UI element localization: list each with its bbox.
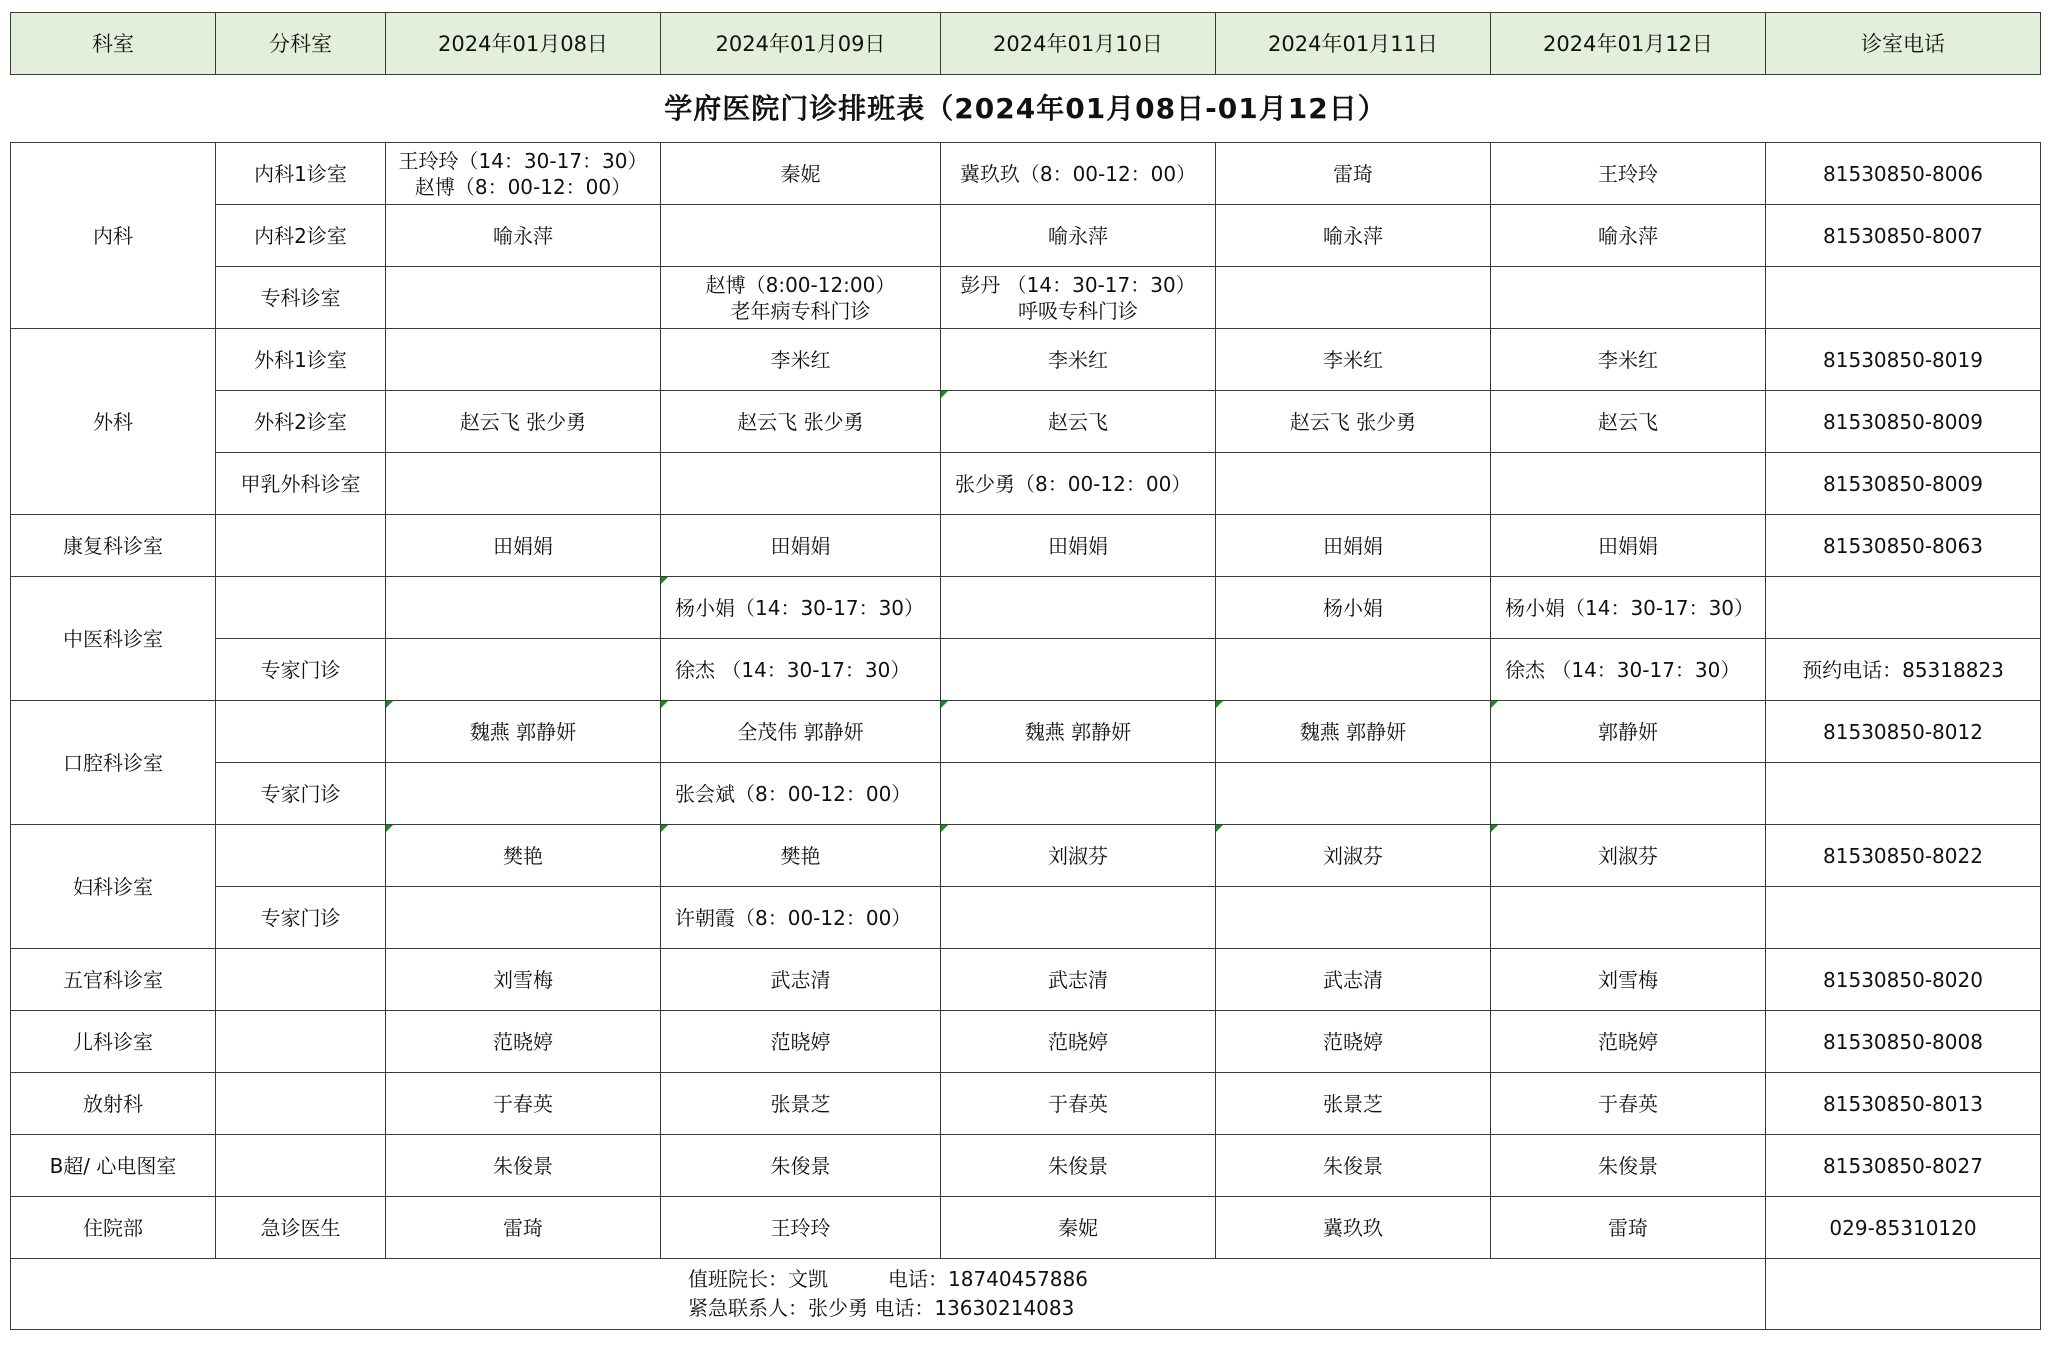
schedule-cell bbox=[661, 1073, 941, 1135]
schedule-cell bbox=[661, 391, 941, 453]
doctor-entry: 魏燕 郭静妍 bbox=[1024, 719, 1132, 744]
schedule-cell bbox=[1491, 763, 1766, 825]
doctor-entry: 李米红 bbox=[1598, 347, 1658, 372]
doctor-entry: 于春英 bbox=[1048, 1091, 1108, 1116]
doctor-entry: 范晓婷 bbox=[1048, 1029, 1108, 1054]
schedule-cell bbox=[941, 1135, 1216, 1197]
page-title: 学府医院门诊排班表（2024年01月08日-01月12日） bbox=[11, 75, 2041, 143]
doctor-entry: 李米红 bbox=[1048, 347, 1108, 372]
sub-department-cell: 专家门诊 bbox=[216, 763, 386, 825]
doctor-entry: 田娟娟 bbox=[1323, 533, 1383, 558]
schedule-cell bbox=[1491, 329, 1766, 391]
table-row bbox=[11, 391, 2041, 453]
doctor-entry: 全茂伟 郭静妍 bbox=[737, 719, 864, 744]
doctor-entry: 刘雪梅 bbox=[493, 967, 553, 992]
schedule-cell bbox=[941, 329, 1216, 391]
schedule-cell bbox=[941, 763, 1216, 825]
doctor-entry: 老年病专科门诊 bbox=[730, 298, 871, 323]
schedule-cell bbox=[1216, 1197, 1491, 1259]
phone-cell: 81530850-8013 bbox=[1766, 1073, 2041, 1135]
phone-cell: 81530850-8020 bbox=[1766, 949, 2041, 1011]
doctor-entry: 赵博（8:00-12:00） bbox=[705, 272, 896, 297]
schedule-cell bbox=[941, 515, 1216, 577]
doctor-entry: 许朝霞（8：00-12：00） bbox=[675, 905, 912, 930]
schedule-cell bbox=[941, 205, 1216, 267]
table-row bbox=[11, 1073, 2041, 1135]
schedule-cell bbox=[941, 1073, 1216, 1135]
department-cell: 放射科 bbox=[11, 1073, 216, 1135]
sub-department-cell: 专家门诊 bbox=[216, 887, 386, 949]
schedule-cell bbox=[1216, 391, 1491, 453]
schedule-cell bbox=[661, 329, 941, 391]
schedule-cell bbox=[386, 267, 661, 329]
department-cell: B超/ 心电图室 bbox=[11, 1135, 216, 1197]
doctor-entry: 田娟娟 bbox=[493, 533, 553, 558]
sub-department-cell: 外科1诊室 bbox=[216, 329, 386, 391]
doctor-entry: 赵云飞 张少勇 bbox=[1289, 409, 1417, 434]
doctor-entry: 于春英 bbox=[1598, 1091, 1658, 1116]
table-row bbox=[11, 1135, 2041, 1197]
department-cell: 康复科诊室 bbox=[11, 515, 216, 577]
schedule-cell bbox=[1491, 391, 1766, 453]
doctor-entry: 朱俊景 bbox=[1048, 1153, 1108, 1178]
schedule-table bbox=[10, 12, 2041, 1330]
doctor-entry: 刘淑芬 bbox=[1048, 843, 1108, 868]
doctor-entry: 张景芝 bbox=[770, 1091, 831, 1116]
sub-department-cell: 专科诊室 bbox=[216, 267, 386, 329]
doctor-entry: 王玲玲 bbox=[1598, 161, 1658, 186]
schedule-cell bbox=[1216, 205, 1491, 267]
schedule-cell bbox=[1491, 453, 1766, 515]
schedule-body bbox=[11, 143, 2041, 1259]
schedule-cell bbox=[1216, 825, 1491, 887]
header-day-5: 2024年01月12日 bbox=[1491, 13, 1766, 75]
phone-cell: 81530850-8006 bbox=[1766, 143, 2041, 205]
schedule-cell bbox=[1216, 1011, 1491, 1073]
table-row bbox=[11, 453, 2041, 515]
phone-cell: 81530850-8007 bbox=[1766, 205, 2041, 267]
table-row bbox=[11, 887, 2041, 949]
doctor-entry: 范晓婷 bbox=[1598, 1029, 1658, 1054]
schedule-cell bbox=[1491, 1135, 1766, 1197]
schedule-cell bbox=[1216, 1073, 1491, 1135]
table-row bbox=[11, 205, 2041, 267]
schedule-cell bbox=[661, 143, 941, 205]
schedule-cell bbox=[386, 329, 661, 391]
doctor-entry: 武志清 bbox=[1323, 967, 1383, 992]
sub-department-cell bbox=[216, 577, 386, 639]
schedule-cell bbox=[941, 949, 1216, 1011]
footer-empty-cell bbox=[1766, 1259, 2041, 1330]
table-row bbox=[11, 143, 2041, 205]
sub-department-cell: 专家门诊 bbox=[216, 639, 386, 701]
schedule-cell bbox=[386, 515, 661, 577]
phone-cell: 029-85310120 bbox=[1766, 1197, 2041, 1259]
schedule-cell bbox=[661, 453, 941, 515]
table-row bbox=[11, 763, 2041, 825]
schedule-cell bbox=[941, 887, 1216, 949]
schedule-cell bbox=[386, 1073, 661, 1135]
schedule-cell bbox=[1216, 887, 1491, 949]
table-row bbox=[11, 701, 2041, 763]
schedule-cell bbox=[386, 453, 661, 515]
doctor-entry: 魏燕 郭静妍 bbox=[1299, 719, 1407, 744]
department-cell: 五官科诊室 bbox=[11, 949, 216, 1011]
table-row bbox=[11, 329, 2041, 391]
doctor-entry: 范晓婷 bbox=[493, 1029, 553, 1054]
schedule-cell bbox=[661, 205, 941, 267]
schedule-cell bbox=[941, 825, 1216, 887]
schedule-cell bbox=[386, 887, 661, 949]
sub-department-cell bbox=[216, 825, 386, 887]
schedule-cell bbox=[386, 639, 661, 701]
doctor-entry: 郭静妍 bbox=[1598, 719, 1658, 744]
doctor-entry: 喻永萍 bbox=[1598, 223, 1658, 248]
sub-department-cell: 甲乳外科诊室 bbox=[216, 453, 386, 515]
schedule-cell bbox=[661, 639, 941, 701]
phone-cell bbox=[1766, 763, 2041, 825]
schedule-cell bbox=[1491, 515, 1766, 577]
schedule-cell bbox=[661, 1011, 941, 1073]
schedule-cell bbox=[1491, 205, 1766, 267]
phone-cell bbox=[1766, 267, 2041, 329]
sub-department-cell bbox=[216, 1011, 386, 1073]
schedule-cell bbox=[941, 267, 1216, 329]
header-day-3: 2024年01月10日 bbox=[941, 13, 1216, 75]
doctor-entry: 田娟娟 bbox=[1048, 533, 1108, 558]
sub-department-cell bbox=[216, 949, 386, 1011]
doctor-entry: 张景芝 bbox=[1323, 1091, 1383, 1116]
schedule-cell bbox=[941, 391, 1216, 453]
doctor-entry: 杨小娟（14：30-17：30） bbox=[675, 595, 925, 620]
schedule-cell bbox=[661, 515, 941, 577]
schedule-cell bbox=[386, 825, 661, 887]
department-cell: 口腔科诊室 bbox=[11, 701, 216, 825]
doctor-entry: 秦妮 bbox=[1058, 1215, 1098, 1240]
footer-duty-director: 值班院长：文凯 电话：18740457886 bbox=[688, 1267, 1088, 1291]
doctor-entry: 雷琦 bbox=[503, 1215, 543, 1240]
schedule-cell bbox=[941, 639, 1216, 701]
doctor-entry: 喻永萍 bbox=[493, 223, 553, 248]
schedule-cell bbox=[1491, 267, 1766, 329]
schedule-cell bbox=[1491, 639, 1766, 701]
schedule-cell bbox=[661, 887, 941, 949]
doctor-entry: 魏燕 郭静妍 bbox=[469, 719, 577, 744]
phone-cell bbox=[1766, 577, 2041, 639]
schedule-cell bbox=[661, 949, 941, 1011]
doctor-entry: 刘淑芬 bbox=[1323, 843, 1383, 868]
footer-row bbox=[11, 1259, 2041, 1330]
schedule-cell bbox=[1216, 701, 1491, 763]
phone-cell: 81530850-8019 bbox=[1766, 329, 2041, 391]
header-day-2: 2024年01月09日 bbox=[661, 13, 941, 75]
doctor-entry: 呼吸专科门诊 bbox=[1018, 298, 1138, 323]
table-row bbox=[11, 267, 2041, 329]
doctor-entry: 冀玖玖（8：00-12：00） bbox=[959, 161, 1197, 186]
doctor-entry: 朱俊景 bbox=[493, 1153, 553, 1178]
header-row bbox=[11, 13, 2041, 75]
schedule-cell bbox=[386, 205, 661, 267]
schedule-cell bbox=[1216, 763, 1491, 825]
department-cell: 内科 bbox=[11, 143, 216, 329]
footer-contacts bbox=[11, 1259, 1766, 1330]
schedule-cell bbox=[1491, 1073, 1766, 1135]
schedule-cell bbox=[941, 577, 1216, 639]
table-row bbox=[11, 639, 2041, 701]
schedule-cell bbox=[941, 1011, 1216, 1073]
doctor-entry: 杨小娟 bbox=[1323, 595, 1383, 620]
doctor-entry: 范晓婷 bbox=[770, 1029, 831, 1054]
header-department: 科室 bbox=[11, 13, 216, 75]
phone-cell bbox=[1766, 887, 2041, 949]
table-row bbox=[11, 1011, 2041, 1073]
department-cell: 儿科诊室 bbox=[11, 1011, 216, 1073]
schedule-cell bbox=[1491, 887, 1766, 949]
phone-cell: 81530850-8027 bbox=[1766, 1135, 2041, 1197]
doctor-entry: 于春英 bbox=[493, 1091, 553, 1116]
phone-cell: 预约电话：85318823 bbox=[1766, 639, 2041, 701]
doctor-entry: 赵云飞 张少勇 bbox=[459, 409, 587, 434]
schedule-cell bbox=[386, 763, 661, 825]
schedule-cell bbox=[386, 1197, 661, 1259]
doctor-entry: 樊艳 bbox=[780, 843, 821, 868]
doctor-entry: 彭丹 （14：30-17：30） bbox=[960, 272, 1196, 297]
header-day-4: 2024年01月11日 bbox=[1216, 13, 1491, 75]
footer-emergency-contact: 紧急联系人：张少勇 电话：13630214083 bbox=[688, 1296, 1075, 1320]
doctor-entry: 徐杰 （14：30-17：30） bbox=[675, 657, 911, 682]
department-cell: 住院部 bbox=[11, 1197, 216, 1259]
schedule-cell bbox=[661, 763, 941, 825]
doctor-entry: 田娟娟 bbox=[1598, 533, 1658, 558]
doctor-entry: 喻永萍 bbox=[1323, 223, 1383, 248]
table-row bbox=[11, 949, 2041, 1011]
department-cell: 中医科诊室 bbox=[11, 577, 216, 701]
schedule-cell bbox=[1216, 267, 1491, 329]
doctor-entry: 赵博（8：00-12：00） bbox=[414, 174, 632, 199]
doctor-entry: 秦妮 bbox=[780, 161, 821, 186]
schedule-cell bbox=[386, 1135, 661, 1197]
doctor-entry: 武志清 bbox=[1048, 967, 1108, 992]
schedule-cell bbox=[941, 701, 1216, 763]
doctor-entry: 范晓婷 bbox=[1323, 1029, 1383, 1054]
schedule-cell bbox=[1491, 701, 1766, 763]
schedule-cell bbox=[661, 825, 941, 887]
doctor-entry: 李米红 bbox=[1323, 347, 1383, 372]
doctor-entry: 雷琦 bbox=[1608, 1215, 1648, 1240]
sub-department-cell bbox=[216, 1135, 386, 1197]
sub-department-cell bbox=[216, 515, 386, 577]
schedule-cell bbox=[1491, 143, 1766, 205]
sub-department-cell: 内科2诊室 bbox=[216, 205, 386, 267]
doctor-entry: 冀玖玖 bbox=[1323, 1215, 1383, 1240]
doctor-entry: 刘淑芬 bbox=[1598, 843, 1658, 868]
schedule-cell bbox=[386, 949, 661, 1011]
schedule-cell bbox=[1491, 1197, 1766, 1259]
sub-department-cell: 内科1诊室 bbox=[216, 143, 386, 205]
doctor-entry: 王玲玲 bbox=[770, 1215, 831, 1240]
doctor-entry: 赵云飞 张少勇 bbox=[737, 409, 864, 434]
schedule-cell bbox=[1216, 1135, 1491, 1197]
phone-cell: 81530850-8022 bbox=[1766, 825, 2041, 887]
schedule-cell bbox=[1491, 1011, 1766, 1073]
table-row bbox=[11, 825, 2041, 887]
doctor-entry: 武志清 bbox=[770, 967, 831, 992]
department-cell: 妇科诊室 bbox=[11, 825, 216, 949]
doctor-entry: 喻永萍 bbox=[1048, 223, 1108, 248]
doctor-entry: 徐杰 （14：30-17：30） bbox=[1505, 657, 1741, 682]
schedule-cell bbox=[1216, 949, 1491, 1011]
sub-department-cell: 外科2诊室 bbox=[216, 391, 386, 453]
table-row bbox=[11, 577, 2041, 639]
phone-cell: 81530850-8063 bbox=[1766, 515, 2041, 577]
schedule-cell bbox=[1491, 577, 1766, 639]
doctor-entry: 张少勇（8：00-12：00） bbox=[955, 471, 1192, 496]
schedule-cell bbox=[386, 701, 661, 763]
doctor-entry: 杨小娟（14：30-17：30） bbox=[1505, 595, 1755, 620]
table-row bbox=[11, 515, 2041, 577]
schedule-cell bbox=[1216, 577, 1491, 639]
schedule-cell bbox=[661, 1135, 941, 1197]
schedule-cell bbox=[661, 267, 941, 329]
header-sub-department: 分科室 bbox=[216, 13, 386, 75]
doctor-entry: 赵云飞 bbox=[1048, 409, 1108, 434]
schedule-cell bbox=[1216, 515, 1491, 577]
schedule-cell bbox=[386, 577, 661, 639]
phone-cell: 81530850-8009 bbox=[1766, 391, 2041, 453]
phone-cell: 81530850-8009 bbox=[1766, 453, 2041, 515]
doctor-entry: 朱俊景 bbox=[770, 1153, 831, 1178]
header-phone: 诊室电话 bbox=[1766, 13, 2041, 75]
schedule-cell bbox=[661, 577, 941, 639]
schedule-cell bbox=[1216, 453, 1491, 515]
schedule-cell bbox=[941, 453, 1216, 515]
doctor-entry: 李米红 bbox=[770, 347, 831, 372]
phone-cell: 81530850-8012 bbox=[1766, 701, 2041, 763]
header-day-1: 2024年01月08日 bbox=[386, 13, 661, 75]
schedule-cell bbox=[661, 1197, 941, 1259]
schedule-cell bbox=[1491, 825, 1766, 887]
doctor-entry: 朱俊景 bbox=[1323, 1153, 1383, 1178]
schedule-cell bbox=[386, 1011, 661, 1073]
sub-department-cell bbox=[216, 1073, 386, 1135]
schedule-cell bbox=[386, 143, 661, 205]
doctor-entry: 赵云飞 bbox=[1598, 409, 1658, 434]
doctor-entry: 刘雪梅 bbox=[1598, 967, 1658, 992]
schedule-cell bbox=[1216, 639, 1491, 701]
doctor-entry: 雷琦 bbox=[1333, 161, 1373, 186]
schedule-cell bbox=[941, 143, 1216, 205]
schedule-cell bbox=[941, 1197, 1216, 1259]
doctor-entry: 樊艳 bbox=[503, 843, 543, 868]
schedule-cell bbox=[661, 701, 941, 763]
doctor-entry: 朱俊景 bbox=[1598, 1153, 1658, 1178]
table-row bbox=[11, 1197, 2041, 1259]
sub-department-cell: 急诊医生 bbox=[216, 1197, 386, 1259]
doctor-entry: 王玲玲（14：30-17：30） bbox=[398, 148, 648, 173]
schedule-cell bbox=[1216, 329, 1491, 391]
doctor-entry: 田娟娟 bbox=[770, 533, 831, 558]
sub-department-cell bbox=[216, 701, 386, 763]
department-cell: 外科 bbox=[11, 329, 216, 515]
schedule-sheet bbox=[10, 12, 2040, 1330]
schedule-cell bbox=[1491, 949, 1766, 1011]
schedule-cell bbox=[386, 391, 661, 453]
schedule-cell bbox=[1216, 143, 1491, 205]
phone-cell: 81530850-8008 bbox=[1766, 1011, 2041, 1073]
doctor-entry: 张会斌（8：00-12：00） bbox=[675, 781, 912, 806]
